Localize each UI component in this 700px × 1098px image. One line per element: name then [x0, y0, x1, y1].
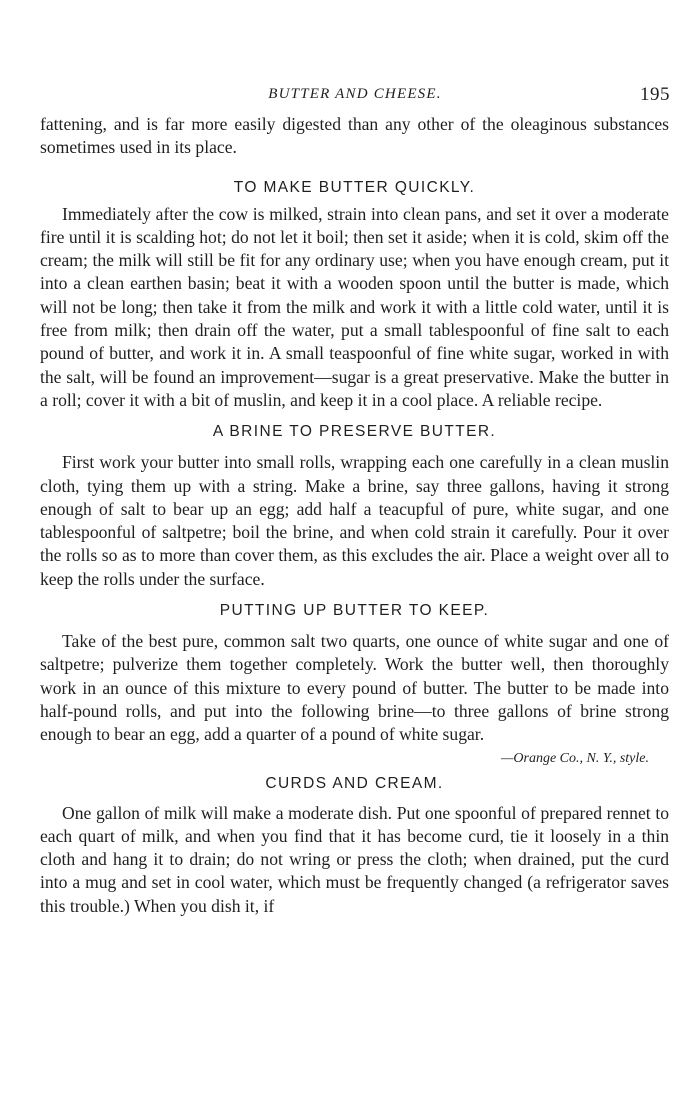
- section-heading-butter-quickly: TO MAKE BUTTER QUICKLY.: [233, 178, 476, 196]
- section-body-curds-and-cream: One gallon of milk will make a moderate dish. Put one spoonful of prepared rennet to each quart of milk, and when you find that it has become curd, tie it loosely in a thin cloth and hang it to drain; do not wring or press the cloth; when drained, put the curd into a mug and set in cool water, which must be frequently changed (a refrigerator saves this trouble.) When you dish it, if: [40, 802, 669, 916]
- section-heading-brine: A BRINE TO PRESERVE BUTTER.: [212, 423, 497, 441]
- recipe-attribution: —Orange Co., N. Y., style.: [500, 750, 649, 766]
- page-number: 195: [640, 84, 670, 105]
- running-head: [40, 84, 670, 106]
- section-heading-putting-up-butter: PUTTING UP BUTTER TO KEEP.: [219, 602, 490, 620]
- body-text: [40, 113, 669, 918]
- section-body-putting-up-butter: Take of the best pure, common salt two quarts, one ounce of white sugar and one of saltpetre; pulverize them together completely. Work the butter well, then thoroughly work in an ounce of this mixture to every pound of butter. The butter to be made into half-pound rolls, and put into the following brine—to three gallons of brine strong enough to bear an egg, add a quarter of a pound of white sugar.: [40, 631, 669, 745]
- running-title: BUTTER AND CHEESE.: [268, 86, 442, 102]
- section-body-butter-quickly: Immediately after the cow is milked, strain into clean pans, and set it over a moderate fire until it is scalding hot; do not let it boil; then set it aside; when it is cold, skim off the cream; the milk will still be fit for any ordinary use; when you have enough cream, put it into a clean earthen basin; beat it with a wooden spoon until the butter is made, which will not be long; then take it from the milk and work it with a little cold water, until it is free from milk; then drain off the water, put a small tablespoonful of fine salt to each pound of butter, and work it in. A small teaspoonful of fine white sugar, worked in with the salt, will be found an improvement—sugar is a great preservative. Make the butter in a roll; cover it with a bit of muslin, and keep it in a cool place. A reliable recipe.: [40, 203, 669, 410]
- continuation-paragraph: fattening, and is far more easily digested than any other of the oleaginous substances sometimes used in its place.: [40, 114, 669, 158]
- section-heading-curds-and-cream: CURDS AND CREAM.: [265, 774, 444, 792]
- section-body-brine: First work your butter into small rolls, wrapping each one carefully in a clean muslin cloth, tying them up with a string. Make a brine, say three gallons, having it strong enough of salt to bear up an egg; add half a teacupful of pure, white sugar, and one tablespoonful of saltpetre; boil the brine, and when cold strain it carefully. Pour it over the rolls so as to more than cover them, as this excludes the air. Place a weight over all to keep the rolls under the surface.: [40, 452, 669, 589]
